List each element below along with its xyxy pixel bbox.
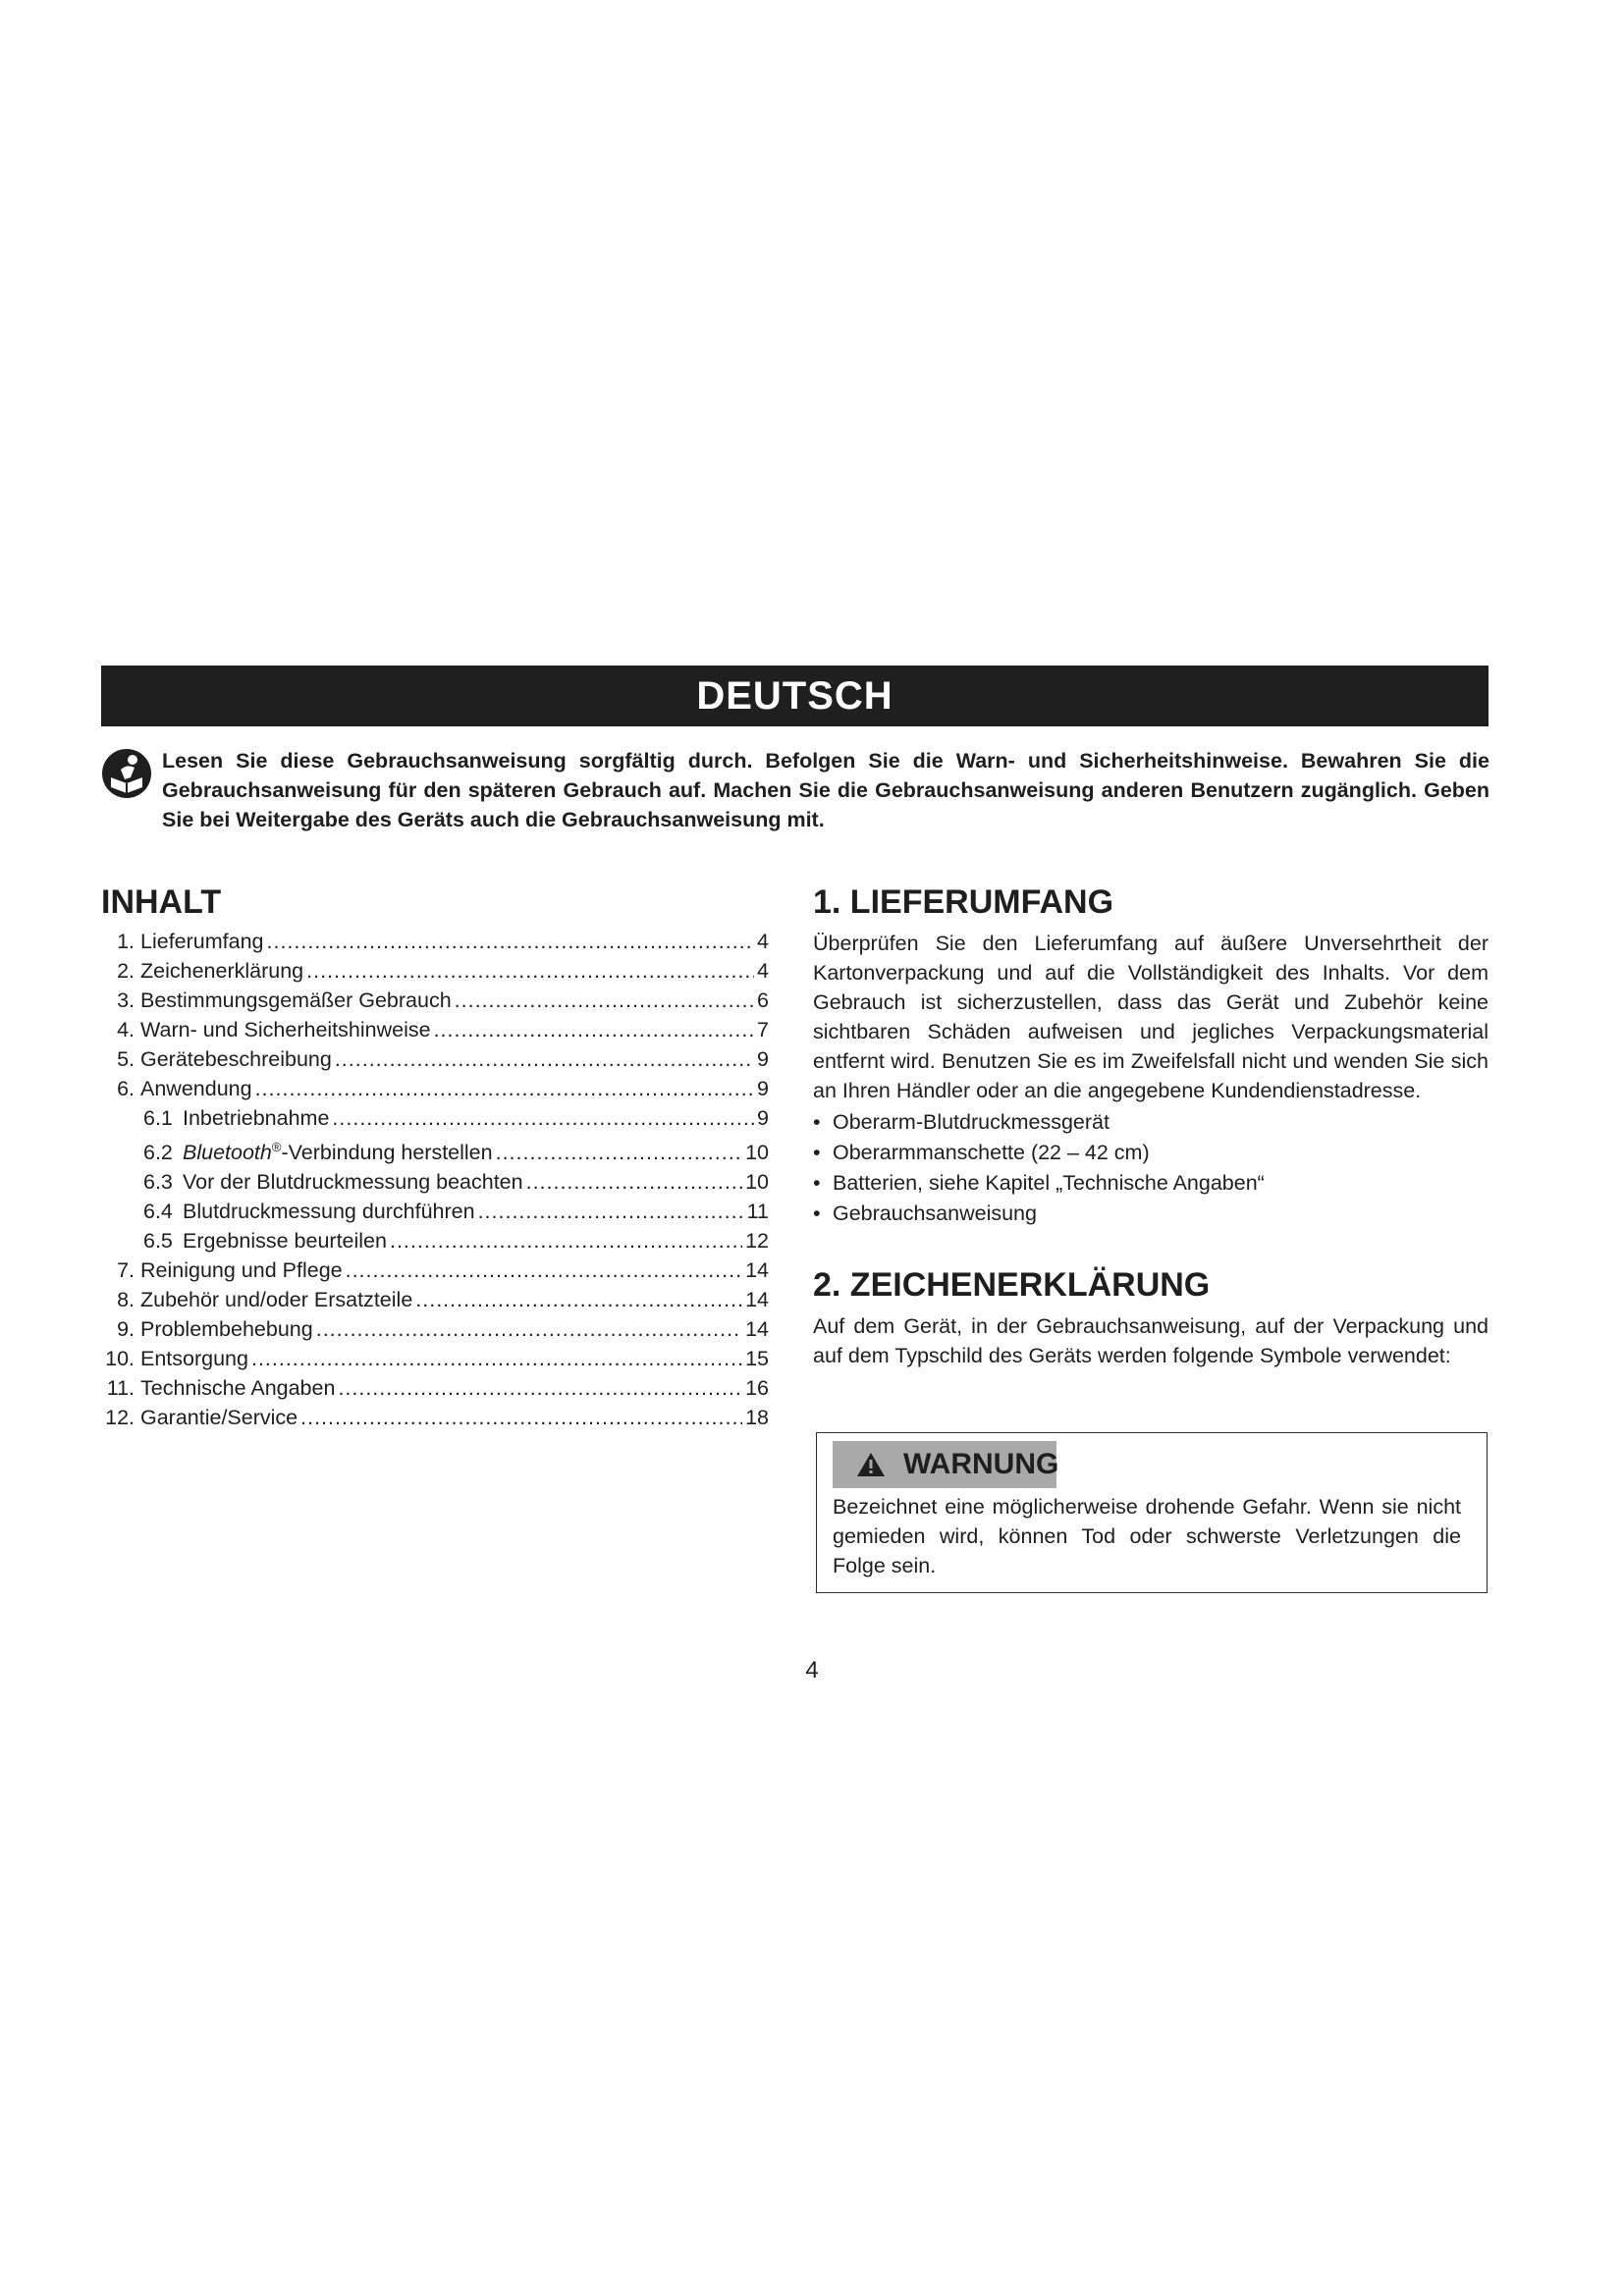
toc-entry-number: 8. xyxy=(117,1288,135,1312)
toc-entry xyxy=(101,986,769,1015)
bullet-icon: • xyxy=(813,1110,821,1134)
toc-leader-dots xyxy=(255,1074,754,1103)
toc-leader-dots xyxy=(332,1103,754,1133)
toc-entry-label-rest: -Verbindung herstellen xyxy=(281,1141,493,1165)
toc-entry-number: 11. xyxy=(106,1376,135,1401)
toc-entry xyxy=(101,1074,769,1103)
toc-leader-dots xyxy=(335,1044,754,1074)
warning-label-text: WARNUNG xyxy=(903,1448,1059,1480)
toc-leader-dots xyxy=(526,1167,742,1197)
toc-entry-number: 7. xyxy=(117,1258,135,1283)
toc-entry-page: 16 xyxy=(745,1376,769,1401)
toc-entry-number: 6.1 xyxy=(143,1106,173,1130)
toc-entry-label: Blutdruckmessung durchführen xyxy=(183,1200,475,1224)
toc-entry-label: Garantie/Service xyxy=(140,1406,298,1430)
toc-leader-dots xyxy=(306,956,754,986)
warning-triangle-icon xyxy=(856,1452,886,1477)
toc-leader-dots xyxy=(338,1373,742,1403)
warning-label xyxy=(856,1445,1058,1484)
toc-entry-number: 4. xyxy=(117,1018,135,1041)
toc-entry-label: Bestimmungsgemäßer Gebrauch xyxy=(140,988,452,1012)
scope-of-delivery-list xyxy=(813,1107,1489,1229)
toc-entry-number: 6.5 xyxy=(143,1229,173,1254)
toc-entry-number: 12. xyxy=(105,1406,135,1430)
page-number: 4 xyxy=(805,1657,819,1683)
toc-leader-dots xyxy=(251,1344,742,1373)
toc-entry-number: 6. xyxy=(117,1077,135,1100)
toc-entry-label: Reinigung und Pflege xyxy=(140,1258,343,1283)
section2-title: 2. ZEICHENERKLÄRUNG xyxy=(813,1266,1211,1304)
toc-leader-dots xyxy=(346,1255,742,1285)
toc-entry-label: Vor der Blutdruckmessung beachten xyxy=(183,1170,523,1195)
toc-entry-label: Technische Angaben xyxy=(140,1376,336,1401)
toc-list xyxy=(101,927,769,1432)
toc-entry-page: 15 xyxy=(745,1347,769,1371)
toc-entry xyxy=(101,1226,769,1255)
bullet-icon: • xyxy=(813,1171,821,1195)
toc-entry-number: 1. xyxy=(117,930,135,953)
toc-entry-page: 14 xyxy=(745,1288,769,1312)
registered-mark: ® xyxy=(271,1140,282,1154)
toc-entry-page: 4 xyxy=(757,959,769,983)
toc-entry xyxy=(101,956,769,986)
toc-entry-label: Gerätebeschreibung xyxy=(140,1047,332,1071)
toc-entry-number: 5. xyxy=(117,1047,135,1071)
toc-entry-page: 11 xyxy=(746,1200,769,1224)
toc-entry-number: 3. xyxy=(117,988,135,1012)
list-item-text: Oberarmmanschette (22 – 42 cm) xyxy=(833,1141,1150,1164)
toc-entry-page: 4 xyxy=(757,930,769,953)
section2 xyxy=(813,1264,1489,1370)
toc-entry-page: 12 xyxy=(745,1229,769,1254)
list-item xyxy=(813,1199,1489,1229)
toc-entry-number: 6.2 xyxy=(143,1141,173,1165)
toc-entry xyxy=(101,1255,769,1285)
toc-entry-page: 18 xyxy=(745,1406,769,1430)
table-of-contents xyxy=(101,881,769,1432)
toc-leader-dots xyxy=(300,1403,742,1432)
list-item-text: Oberarm-Blutdruckmessgerät xyxy=(833,1110,1110,1134)
toc-entry-page: 14 xyxy=(745,1317,769,1342)
toc-entry xyxy=(101,1044,769,1074)
language-banner: DEUTSCH xyxy=(101,666,1489,726)
toc-entry-label-italic: Bluetooth xyxy=(183,1141,272,1165)
toc-entry-label: Lieferumfang xyxy=(140,930,264,953)
toc-leader-dots xyxy=(267,927,755,956)
toc-entry-number: 6.3 xyxy=(143,1170,173,1195)
toc-entry-page: 7 xyxy=(757,1018,769,1041)
list-item xyxy=(813,1168,1489,1199)
toc-entry xyxy=(101,1314,769,1344)
warning-box xyxy=(816,1432,1488,1593)
toc-entry-page: 14 xyxy=(745,1258,769,1283)
list-item xyxy=(813,1138,1489,1168)
toc-entry xyxy=(101,1015,769,1044)
toc-entry-label: Zubehör und/oder Ersatzteile xyxy=(140,1288,413,1312)
toc-entry-label: Warn- und Sicherheitshinweise xyxy=(140,1018,431,1041)
toc-entry-label: Problembehebung xyxy=(140,1317,313,1342)
toc-entry xyxy=(101,1133,769,1167)
toc-entry-page: 9 xyxy=(757,1077,769,1100)
bullet-icon: • xyxy=(813,1141,821,1164)
toc-entry-number: 6.4 xyxy=(143,1200,173,1224)
toc-entry-page: 9 xyxy=(757,1106,769,1130)
toc-entry xyxy=(101,1103,769,1133)
toc-entry-label: Ergebnisse beurteilen xyxy=(183,1229,387,1254)
read-manual-icon xyxy=(101,748,152,799)
toc-title: INHALT xyxy=(101,883,222,921)
toc-entry-number: 2. xyxy=(117,959,135,983)
toc-entry xyxy=(101,927,769,956)
toc-leader-dots xyxy=(455,986,754,1015)
toc-leader-dots xyxy=(478,1197,744,1226)
content-column xyxy=(813,881,1489,1370)
toc-entry-page: 10 xyxy=(745,1141,769,1165)
toc-entry-number: 9. xyxy=(117,1317,135,1342)
toc-leader-dots xyxy=(496,1138,742,1167)
toc-entry-label: Inbetriebnahme xyxy=(183,1106,330,1130)
toc-leader-dots xyxy=(316,1314,742,1344)
bullet-icon: • xyxy=(813,1201,821,1225)
toc-entry-number: 10. xyxy=(105,1347,135,1371)
toc-entry-page: 10 xyxy=(745,1170,769,1195)
toc-entry-label: Zeichenerklärung xyxy=(140,959,304,983)
intro-notice: Lesen Sie diese Gebrauchsanweisung sorgfältig durch. Befolgen Sie die Warn- und Sicherheitshinweise. Bewahren Sie die Gebrauchsanweisung für den späteren Gebrauch auf. Machen Sie die Gebrauchsanweisung anderen Benutzern zugänglich. Geben Sie bei Weitergabe des Geräts auch die Gebrauchsanweisung mit. xyxy=(162,749,1489,831)
toc-entry xyxy=(101,1167,769,1197)
section2-text: Auf dem Gerät, in der Gebrauchsanweisung, auf der Verpackung und auf dem Typschild des Geräts werden folgende Symbole verwendet: xyxy=(813,1314,1489,1367)
section1-text: Überprüfen Sie den Lieferumfang auf äußere Unversehrtheit der Kartonverpackung und auf die Vollständigkeit des Inhalts. Vor dem Gebrauch ist sicherzustellen, dass das Gerät und Zubehör keine sichtbaren Schäden aufweisen und jegliches Verpackungsmaterial entfernt wird. Benutzen Sie es im Zweifelsfall nicht und wenden Sie sich an Ihren Händler oder an die angegebene Kundendienstadresse. xyxy=(813,932,1489,1102)
list-item-text: Batterien, siehe Kapitel „Technische Angaben“ xyxy=(833,1171,1265,1195)
toc-entry-page: 9 xyxy=(757,1047,769,1071)
toc-entry-label: Anwendung xyxy=(140,1077,252,1100)
toc-entry xyxy=(101,1403,769,1432)
toc-entry xyxy=(101,1344,769,1373)
toc-entry xyxy=(101,1373,769,1403)
toc-entry-label xyxy=(183,1133,493,1167)
section1-title: 1. LIEFERUMFANG xyxy=(813,883,1114,921)
list-item-text: Gebrauchsanweisung xyxy=(833,1201,1037,1225)
warning-text: Bezeichnet eine möglicherweise drohende Gefahr. Wenn sie nicht gemieden wird, können Tod oder schwerste Verletzungen die Folge sein. xyxy=(833,1495,1461,1577)
toc-leader-dots xyxy=(434,1015,754,1044)
toc-entry-page: 6 xyxy=(757,988,769,1012)
toc-entry xyxy=(101,1197,769,1226)
toc-leader-dots xyxy=(415,1285,742,1314)
toc-entry xyxy=(101,1285,769,1314)
list-item xyxy=(813,1107,1489,1138)
toc-entry-label: Entsorgung xyxy=(140,1347,248,1371)
toc-leader-dots xyxy=(390,1226,742,1255)
